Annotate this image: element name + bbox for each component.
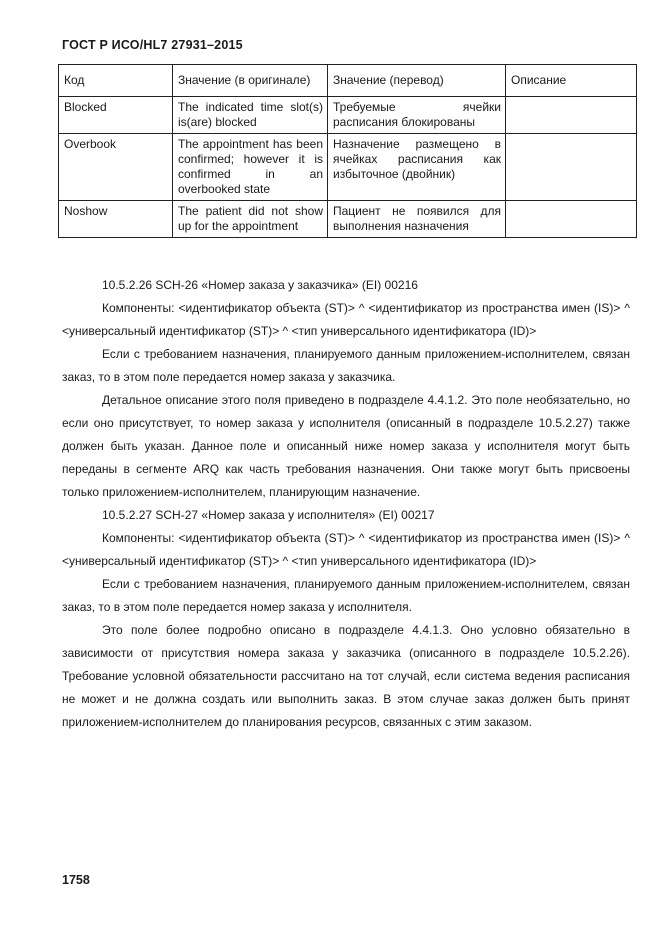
table-row <box>59 97 637 134</box>
cell-translation: Требуемые ячейки расписания блокированы <box>328 97 506 134</box>
paragraph: Компоненты: <идентификатор объекта (ST)> ^ <идентификатор из пространства имен (IS)> ^ <универсальный идентификатор (ST)> ^ <тип универсального идентификатора (ID)> <box>62 531 630 568</box>
document-header: ГОСТ Р ИСО/HL7 27931–2015 <box>62 38 243 52</box>
cell-description <box>506 97 637 134</box>
cell-original: The indicated time slot(s) is(are) blocked <box>173 97 328 134</box>
cell-code: Noshow <box>59 201 173 238</box>
cell-description <box>506 201 637 238</box>
cell-original: The patient did not show up for the appointment <box>173 201 328 238</box>
codes-table <box>58 64 637 238</box>
cell-translation: Пациент не появился для выполнения назначения <box>328 201 506 238</box>
paragraph: Если с требованием назначения, планируемого данным приложением-исполнителем, связан заказ, то в этом поле передается номер заказа у заказчика. <box>62 347 630 384</box>
paragraph: Компоненты: <идентификатор объекта (ST)> ^ <идентификатор из пространства имен (IS)> ^ <универсальный идентификатор (ST)> ^ <тип универсального идентификатора (ID)> <box>62 301 630 338</box>
table-row <box>59 201 637 238</box>
paragraph: Если с требованием назначения, планируемого данным приложением-исполнителем, связан заказ, то в этом поле передается номер заказа у исполнителя. <box>62 577 630 614</box>
column-header-code: Код <box>59 65 173 97</box>
column-header-original: Значение (в оригинале) <box>173 65 328 97</box>
page-number: 1758 <box>62 873 90 887</box>
column-header-description: Описание <box>506 65 637 97</box>
cell-original: The appointment has been confirmed; however it is confirmed in an overbooked state <box>173 134 328 201</box>
table-header-row <box>59 65 637 97</box>
paragraph: Это поле более подробно описано в подразделе 4.4.1.3. Оно условно обязательно в зависимости от присутствия номера заказа у заказчика (описанного в подразделе 10.5.2.26). Требование условной обязательности рассчитано на тот случай, если система ведения расписания не может и не должна создать или выполнить заказ. В этом случае заказ должен быть принят приложением-исполнителем до планирования ресурсов, связанных с этим заказом. <box>62 623 630 729</box>
section-heading-sch26: 10.5.2.26 SCH-26 «Номер заказа у заказчика» (EI) 00216 <box>102 278 418 292</box>
column-header-translation: Значение (перевод) <box>328 65 506 97</box>
section-heading-sch27: 10.5.2.27 SCH-27 «Номер заказа у исполнителя» (EI) 00217 <box>102 508 435 522</box>
table-row <box>59 134 637 201</box>
cell-code: Overbook <box>59 134 173 201</box>
paragraph: Детальное описание этого поля приведено в подразделе 4.4.1.2. Это поле необязательно, но если оно присутствует, то номер заказа у исполнителя (описанный в подразделе 10.5.2.27) также должен быть указан. Данное поле и описанный ниже номер заказа у исполнителя могут быть переданы в сегменте ARQ как часть требования назначения. Они также могут быть присвоены только приложением-исполнителем, планирующим назначение. <box>62 393 630 499</box>
body-text <box>62 274 630 734</box>
cell-translation: Назначение размещено в ячейках расписания как избыточное (двойник) <box>328 134 506 201</box>
cell-code: Blocked <box>59 97 173 134</box>
cell-description <box>506 134 637 201</box>
